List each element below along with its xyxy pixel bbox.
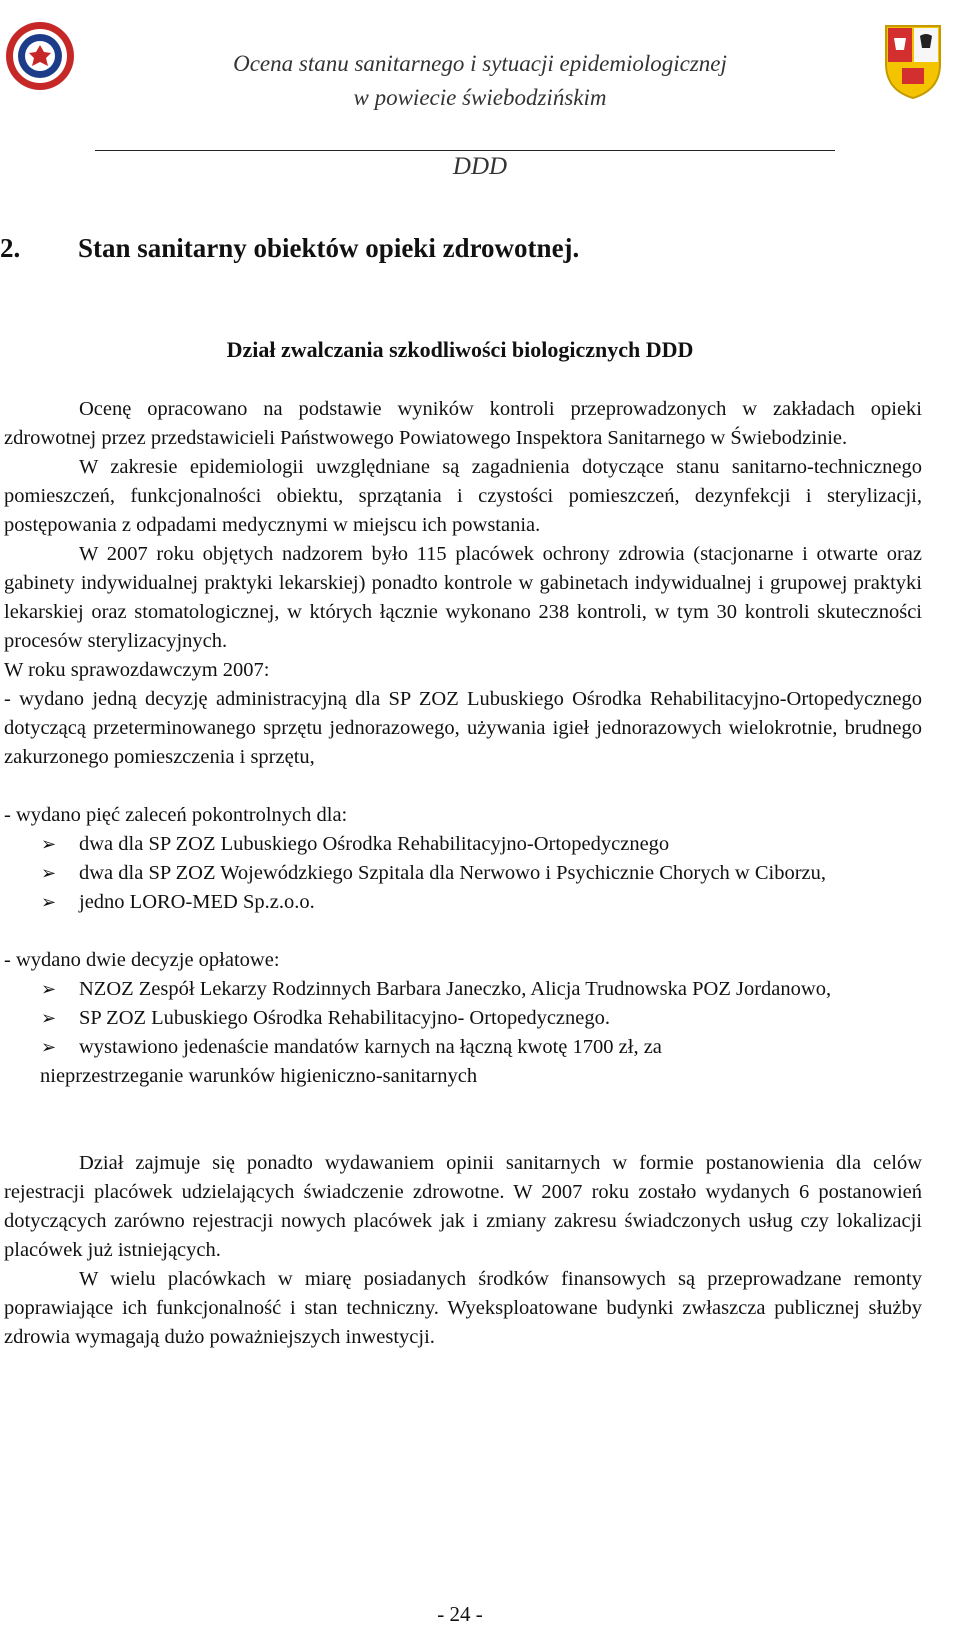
header-divider	[95, 150, 835, 151]
list-item: ➢ dwa dla SP ZOZ Wojewódzkiego Szpitala dla Nerwowo i Psychicznie Chorych w Ciborzu,	[79, 859, 922, 888]
spacer	[4, 917, 922, 946]
arrow-bullet-icon: ➢	[41, 863, 57, 884]
list-item: ➢ SP ZOZ Lubuskiego Ośrodka Rehabilitacyjno- Ortopedycznego.	[79, 1004, 922, 1033]
arrow-bullet-icon: ➢	[41, 979, 57, 1000]
section-number: 2.	[0, 233, 21, 263]
header-title-line2: w powiecie świebodzińskim	[353, 85, 607, 110]
fees-list	[4, 975, 922, 1062]
arrow-bullet-icon: ➢	[41, 1008, 57, 1029]
header-subtitle: DDD	[452, 153, 508, 180]
page-number: - 24 -	[437, 1602, 483, 1626]
spacer	[4, 772, 922, 801]
spacer	[4, 1120, 922, 1149]
paragraph: - wydano pięć zaleceń pokontrolnych dla:	[4, 804, 348, 826]
arrow-bullet-icon: ➢	[41, 892, 57, 913]
arrow-bullet-icon: ➢	[41, 1037, 57, 1058]
paragraph: - wydano jedną decyzję administracyjną dla SP ZOZ Lubuskiego Ośrodka Rehabilitacyjno-Ortopedycznego dotyczącą przeterminowanego sprzętu jednorazowego, używania igieł jednorazowych wielokrotnie, brudnego zakurzonego pomieszczenia i sprzętu,	[4, 688, 922, 768]
paragraph: Dział zajmuje się ponadto wydawaniem opinii sanitarnych w formie postanowienia dla celów rejestracji placówek udzielających świadczenie zdrowotne. W 2007 roku zostało wydanych 6 postanowień dotyczących zarówno rejestracji nowych placówek jak i zmiany zakresu świadczonych usług czy lokalizacji placówek już istniejących.	[4, 1152, 922, 1261]
section-title: Stan sanitarny obiektów opieki zdrowotnej.	[78, 233, 580, 263]
list-item: ➢ NZOZ Zespół Lekarzy Rodzinnych Barbara Janeczko, Alicja Trudnowska POZ Jordanowo,	[79, 975, 922, 1004]
document-body	[4, 395, 922, 1352]
spacer	[4, 1091, 922, 1120]
paragraph: W 2007 roku objętych nadzorem było 115 placówek ochrony zdrowia (stacjonarne i otwarte oraz gabinety indywidualnej praktyki lekarskiej) ponadto kontrole w gabinetach indywidualnej i grupowej praktyki lekarskiej oraz stomatologicznej, w których łącznie wykonano 238 kontroli, w tym 30 kontroli skuteczności procesów sterylizacyjnych.	[4, 543, 922, 652]
paragraph: - wydano dwie decyzje opłatowe:	[4, 949, 280, 971]
list-item: ➢ dwa dla SP ZOZ Lubuskiego Ośrodka Rehabilitacyjno-Ortopedycznego	[79, 830, 922, 859]
paragraph: W roku sprawozdawczym 2007:	[4, 659, 270, 681]
document-header-title	[0, 47, 960, 115]
paragraph: nieprzestrzeganie warunków higieniczno-sanitarnych	[40, 1065, 478, 1087]
arrow-bullet-icon: ➢	[41, 834, 57, 855]
header-title-line1: Ocena stanu sanitarnego i sytuacji epidemiologicznej	[233, 51, 727, 76]
list-item: ➢ wystawiono jedenaście mandatów karnych na łączną kwotę 1700 zł, za	[79, 1033, 922, 1062]
list-item: ➢ jedno LORO-MED Sp.z.o.o.	[79, 888, 922, 917]
paragraph: W wielu placówkach w miarę posiadanych środków finansowych są przeprowadzane remonty poprawiające ich funkcjonalność i stan techniczny. Wyeksploatowane budynki zwłaszcza publicznej służby zdrowia wymagają dużo poważniejszych inwestycji.	[4, 1268, 922, 1348]
paragraph: Ocenę opracowano na podstawie wyników kontroli przeprowadzonych w zakładach opieki zdrowotnej przez przedstawicieli Państwowego Powiatowego Inspektora Sanitarnego w Świebodzinie.	[4, 398, 922, 449]
paragraph: W zakresie epidemiologii uwzględniane są zagadnienia dotyczące stanu sanitarno-technicznego pomieszczeń, funkcjonalności obiektu, sprzątania i czystości pomieszczeń, dezynfekcji i sterylizacji, postępowania z odpadami medycznymi w miejscu ich powstania.	[4, 456, 922, 536]
recommendations-list	[4, 830, 922, 917]
subheading: Dział zwalczania szkodliwości biologicznych DDD	[226, 337, 694, 362]
